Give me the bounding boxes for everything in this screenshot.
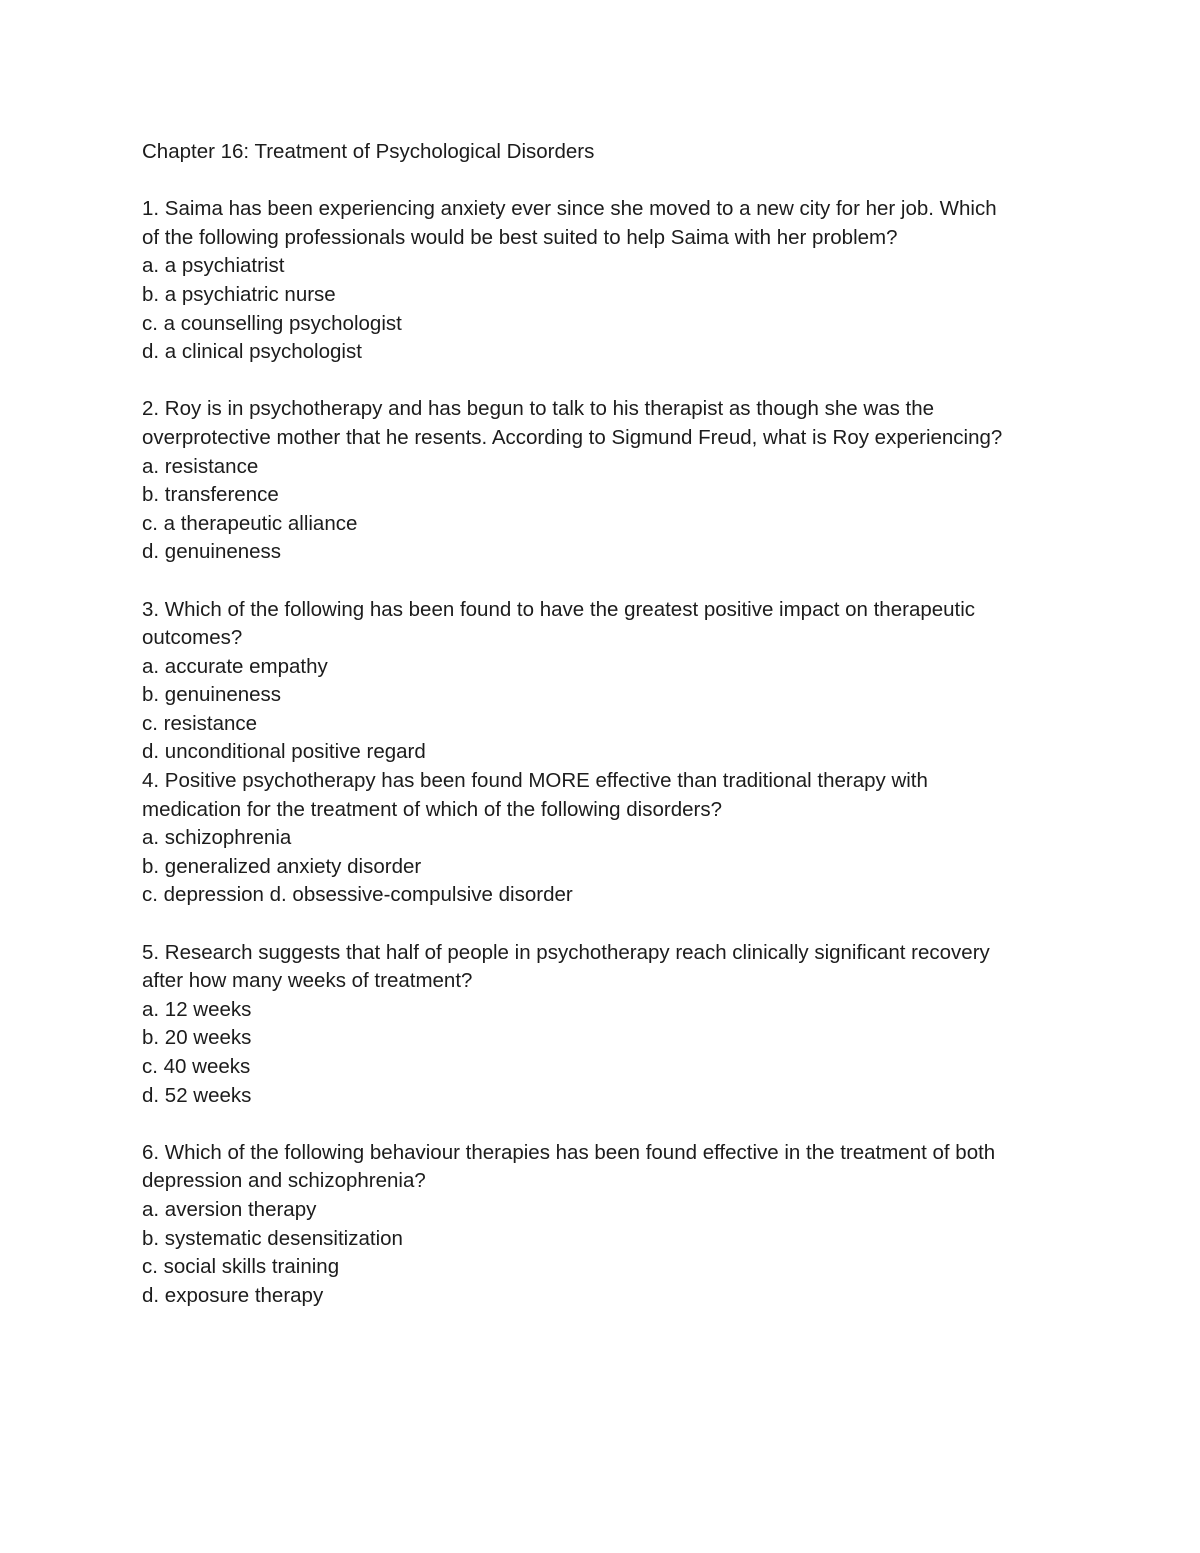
answer-option: a. schizophrenia (142, 826, 292, 850)
page-title: Chapter 16: Treatment of Psychological Disorders (142, 140, 595, 163)
question-stem-line: medication for the treatment of which of the following disorders? (142, 797, 722, 821)
question-6 (142, 1139, 1072, 1311)
question-stem-line: of the following professionals would be best suited to help Saima with her problem? (142, 225, 898, 249)
question-stem-line: 2. Roy is in psychotherapy and has begun to talk to his therapist as though she was the (142, 397, 935, 421)
question-5 (142, 939, 1072, 1111)
answer-option: c. a counselling psychologist (142, 311, 402, 335)
spacer (142, 1110, 1072, 1139)
answer-option: d. genuineness (142, 540, 282, 564)
spacer (142, 567, 1072, 596)
answer-option: a. a psychiatrist (142, 254, 285, 278)
answer-option: b. systematic desensitization (142, 1226, 403, 1250)
answer-option: d. unconditional positive regard (142, 740, 426, 764)
document-page (142, 138, 1072, 1310)
answer-option: c. 40 weeks (142, 1055, 251, 1078)
question-stem-line: 6. Which of the following behaviour therapies has been found effective in the treatment of both (142, 1140, 996, 1164)
answer-option: a. aversion therapy (142, 1197, 317, 1221)
spacer (142, 910, 1072, 939)
answer-option: b. transference (142, 483, 279, 507)
spacer (142, 167, 1072, 196)
question-stem-line: 5. Research suggests that half of people in psychotherapy reach clinically significant recovery (142, 940, 990, 964)
question-4 (142, 767, 1072, 910)
question-3 (142, 596, 1072, 768)
question-stem-line: outcomes? (142, 626, 243, 650)
question-stem-line: depression and schizophrenia? (142, 1169, 426, 1193)
answer-option: a. 12 weeks (142, 997, 252, 1021)
question-stem-line: 3. Which of the following has been found to have the greatest positive impact on therapeutic (142, 597, 976, 621)
question-2 (142, 395, 1072, 567)
question-stem-line: after how many weeks of treatment? (142, 969, 473, 993)
answer-option: b. 20 weeks (142, 1026, 252, 1050)
answer-option: a. accurate empathy (142, 654, 328, 678)
answer-option: b. a psychiatric nurse (142, 282, 336, 306)
answer-option: c. a therapeutic alliance (142, 511, 358, 535)
answer-option: c. resistance (142, 711, 258, 735)
question-stem-line: 1. Saima has been experiencing anxiety ever since she moved to a new city for her job. Which (142, 197, 997, 221)
question-stem-line: 4. Positive psychotherapy has been found MORE effective than traditional therapy with (142, 769, 928, 793)
spacer (142, 367, 1072, 396)
answer-option: b. genuineness (142, 683, 282, 707)
answer-option: a. resistance (142, 454, 259, 478)
question-1 (142, 195, 1072, 367)
answer-option: b. generalized anxiety disorder (142, 854, 422, 878)
answer-option: d. 52 weeks (142, 1083, 252, 1107)
answer-option: c. depression d. obsessive-compulsive disorder (142, 883, 573, 907)
question-stem-line: overprotective mother that he resents. According to Sigmund Freud, what is Roy experiencing? (142, 425, 1003, 449)
answer-option: d. exposure therapy (142, 1283, 324, 1307)
answer-option: c. social skills training (142, 1255, 340, 1279)
answer-option: d. a clinical psychologist (142, 340, 362, 364)
